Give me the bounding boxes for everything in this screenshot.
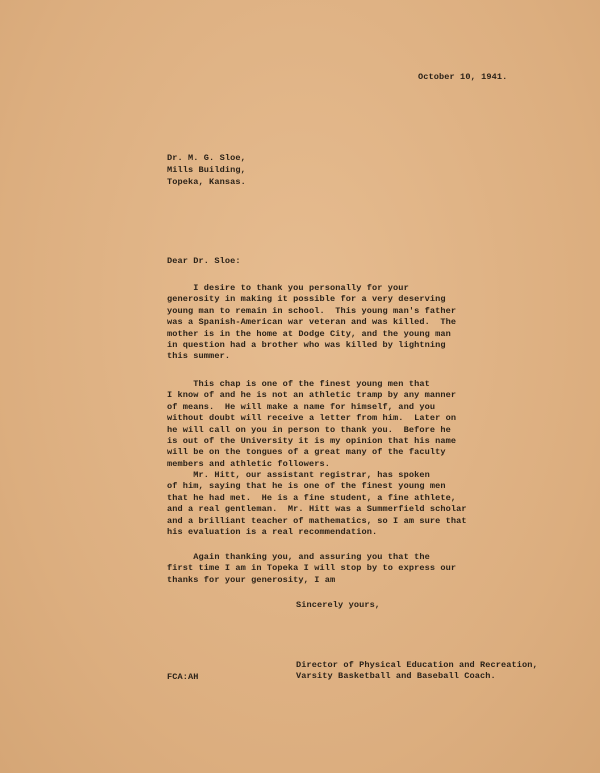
paragraph-line: is out of the University it is my opinion that his name — [167, 435, 457, 446]
paragraph-line: Mr. Hitt, our assistant registrar, has spoken — [167, 470, 430, 480]
paragraph-line: young man to remain in school. This young man's father — [167, 305, 457, 316]
salutation: Dear Dr. Sloe: — [167, 256, 241, 266]
paragraph-line: of means. He will make a name for himself, and you — [167, 401, 436, 412]
recipient-city: Topeka, Kansas. — [167, 177, 246, 187]
reference-initials: FCA:AH — [167, 672, 199, 682]
paragraph-1 — [167, 283, 567, 363]
paragraph-line: will be on the tongues of a great many of the faculty — [167, 447, 446, 458]
paragraph-line: I desire to thank you personally for your — [167, 283, 409, 293]
paragraph-line: first time I am in Topeka I will stop by to express our — [167, 563, 457, 574]
paragraph-line: without doubt will receive a letter from him. Later on — [167, 413, 457, 424]
signature-title-line: Director of Physical Education and Recreation, — [296, 660, 538, 670]
paragraph-line: and a brilliant teacher of mathematics, so I am sure that — [167, 515, 467, 526]
paragraph-line: his evaluation is a real recommendation. — [167, 526, 378, 537]
paragraph-line: in question had a brother who was killed by lightning — [167, 339, 446, 350]
paragraph-line: that he had met. He is a fine student, a fine athlete, — [167, 492, 457, 503]
closing: Sincerely yours, — [296, 600, 381, 610]
paragraph-line: generosity in making it possible for a very deserving — [167, 294, 446, 305]
paragraph-line: and a real gentleman. Mr. Hitt was a Summerfield scholar — [167, 504, 467, 515]
signature-title-line: Varsity Basketball and Baseball Coach. — [296, 671, 496, 682]
paragraph-line: Again thanking you, and assuring you that the — [167, 552, 430, 562]
paragraph-4 — [167, 552, 567, 586]
paragraph-line: was a Spanish-American war veteran and was killed. The — [167, 317, 457, 328]
paragraph-2 — [167, 379, 567, 470]
recipient-name: Dr. M. G. Sloe, — [167, 153, 246, 163]
recipient-building: Mills Building, — [167, 165, 246, 175]
paragraph-line: he will call on you in person to thank you. Before he — [167, 424, 451, 435]
signature-block — [296, 660, 538, 683]
letter-date: October 10, 1941. — [418, 72, 508, 82]
paragraph-line: of him, saying that he is one of the finest young men — [167, 481, 446, 492]
paragraph-line: I know of and he is not an athletic tramp by any manner — [167, 390, 457, 401]
paragraph-line: This chap is one of the finest young men that — [167, 379, 430, 389]
paragraph-line: mother is in the home at Dodge City, and the young man — [167, 328, 451, 339]
paragraph-line: members and athletic followers. — [167, 458, 330, 469]
paragraph-line: thanks for your generosity, I am — [167, 574, 336, 585]
paragraph-3 — [167, 470, 567, 538]
paragraph-line: this summer. — [167, 351, 231, 362]
